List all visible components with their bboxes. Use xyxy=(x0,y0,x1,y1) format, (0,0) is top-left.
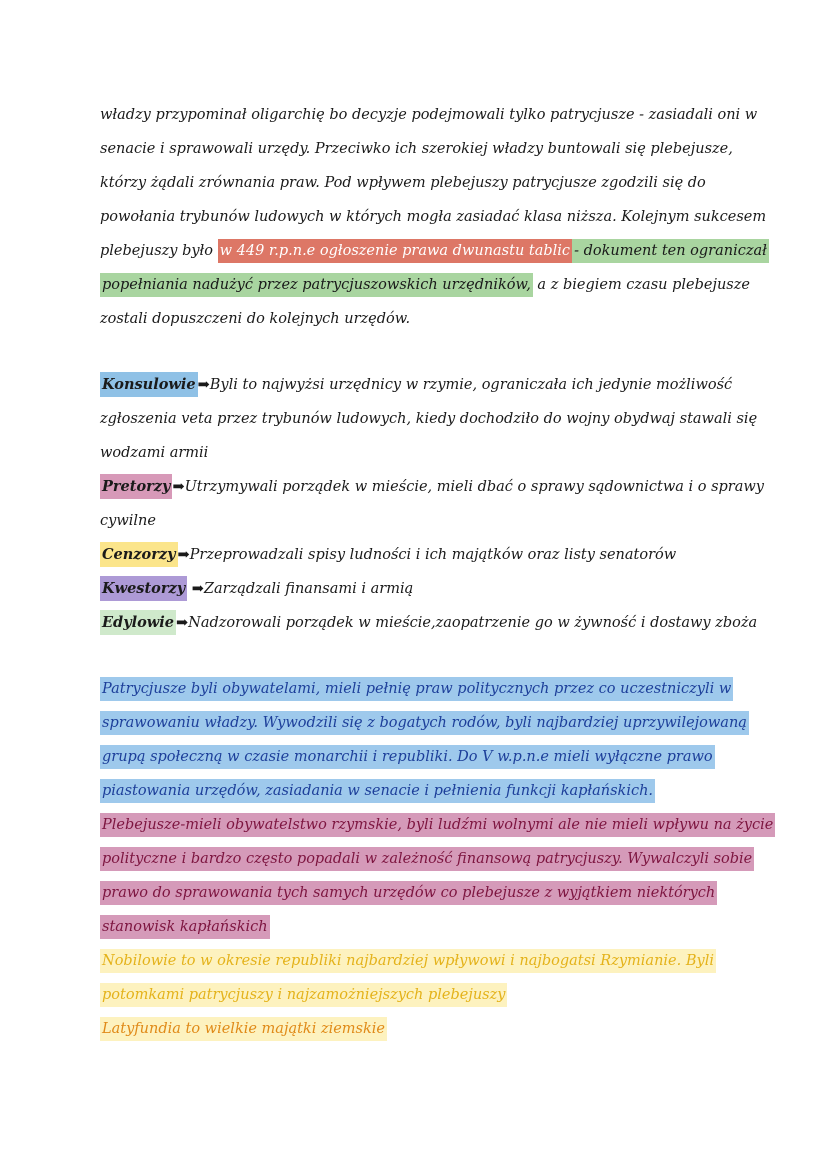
text-line: którzy żądali zrównania praw. Pod wpływem plebejuszy patrycjusze zgodzili się do xyxy=(100,175,706,191)
highlight-abuse-limits: popełniania nadużyć przez patrycjuszowskich urzędników, xyxy=(100,273,533,297)
text-line xyxy=(100,910,730,944)
text-line: zgłoszenia veta przez trybunów ludowych, kiedy dochodziło do wojny obydwaj stawali się xyxy=(100,411,758,427)
text-span: ➡Nadzorowali porządek w mieście,zaopatrzenie go w żywność i dostawy zboża xyxy=(176,615,758,631)
text-line xyxy=(100,944,730,978)
text-line xyxy=(100,740,730,774)
text-span: sprawowaniu władzy. Wywodzili się z bogatych rodów, byli najbardziej uprzywilejowaną xyxy=(100,711,749,735)
text-line: powołania trybunów ludowych w których mogła zasiadać klasa niższa. Kolejnym sukcesem xyxy=(100,209,767,225)
term-kwestorzy: Kwestorzy xyxy=(100,576,187,601)
text-line xyxy=(100,234,767,268)
text-span: stanowisk kapłańskich xyxy=(100,915,270,939)
text-line xyxy=(100,606,758,640)
term-edylowie: Edylowie xyxy=(100,610,176,635)
term-cenzorzy: Cenzorzy xyxy=(100,542,178,567)
text-line xyxy=(100,808,774,842)
patrycjusze-paragraph xyxy=(100,672,747,808)
nobilowie-paragraph xyxy=(100,944,730,1012)
text-span: polityczne i bardzo często popadali w zależność finansową patrycjuszy. Wywalczyli sobie xyxy=(100,847,754,871)
text-span: piastowania urzędów, zasiadania w senacie i pełnienia funkcji kapłańskich. xyxy=(100,779,655,803)
latyfundia-paragraph xyxy=(100,1012,730,1046)
text-line: senacie i sprawowali urzędy. Przeciwko ich szerokiej władzy buntowali się plebejusze, xyxy=(100,141,733,157)
text-line xyxy=(100,572,730,606)
highlight-document-limits: - dokument ten ograniczał xyxy=(572,239,769,263)
text-line: cywilne xyxy=(100,513,156,529)
text-line: władzy przypominał oligarchię bo decyzje podejmowali tylko patrycjusze - zasiadali oni w xyxy=(100,107,758,123)
text-span: grupą społeczną w czasie monarchii i republiki. Do V w.p.n.e mieli wyłączne prawo xyxy=(100,745,715,769)
text-span: potomkami patrycjuszy i najzamożniejszych plebejuszy xyxy=(100,983,507,1007)
text-line xyxy=(100,268,750,302)
text-line xyxy=(100,978,730,1012)
highlight-law-twelve-tables: w 449 r.p.n.e ogłoszenie prawa dwunastu tablic xyxy=(218,239,572,263)
text-span: ➡Byli to najwyżsi urzędnicy w rzymie, ograniczała ich jedynie możliwość xyxy=(197,377,733,393)
text-span: Nobilowie to w okresie republiki najbardziej wpływowi i najbogatsi Rzymianie. Byli xyxy=(100,949,716,973)
text-span: plebejuszy było xyxy=(100,243,218,259)
text-span: prawo do sprawowania tych samych urzędów co plebejusze z wyjątkiem niektórych xyxy=(100,881,717,905)
text-line xyxy=(100,368,733,402)
text-line xyxy=(100,774,730,808)
plebejusze-paragraph xyxy=(100,808,774,944)
text-span: ➡Przeprowadzali spisy ludności i ich majątków oraz listy senatorów xyxy=(177,547,677,563)
text-span: ➡Utrzymywali porządek w mieście, mieli dbać o sprawy sądownictwa i o sprawy xyxy=(172,479,764,495)
text-span: Patrycjusze byli obywatelami, mieli pełnię praw politycznych przez co uczestniczyli w xyxy=(100,677,733,701)
text-line xyxy=(100,538,730,572)
text-line xyxy=(100,876,730,910)
text-span: Plebejusze-mieli obywatelstwo rzymskie, byli ludźmi wolnymi ale nie mieli wpływu na życie xyxy=(100,813,775,837)
text-span: a z biegiem czasu plebejusze xyxy=(532,277,750,293)
text-line xyxy=(100,706,747,740)
text-span: Latyfundia to wielkie majątki ziemskie xyxy=(100,1017,387,1041)
intro-paragraph xyxy=(100,98,767,336)
text-line: wodzami armii xyxy=(100,445,209,461)
text-line xyxy=(100,470,764,504)
term-konsulowie: Konsulowie xyxy=(100,372,198,397)
text-line xyxy=(100,842,753,876)
text-line xyxy=(100,672,730,706)
offices-section xyxy=(100,368,764,640)
text-span: ➡Zarządzali finansami i armią xyxy=(187,581,414,597)
text-line: zostali dopuszczeni do kolejnych urzędów. xyxy=(100,311,411,327)
text-line xyxy=(100,1012,730,1046)
term-pretorzy: Pretorzy xyxy=(100,474,172,499)
